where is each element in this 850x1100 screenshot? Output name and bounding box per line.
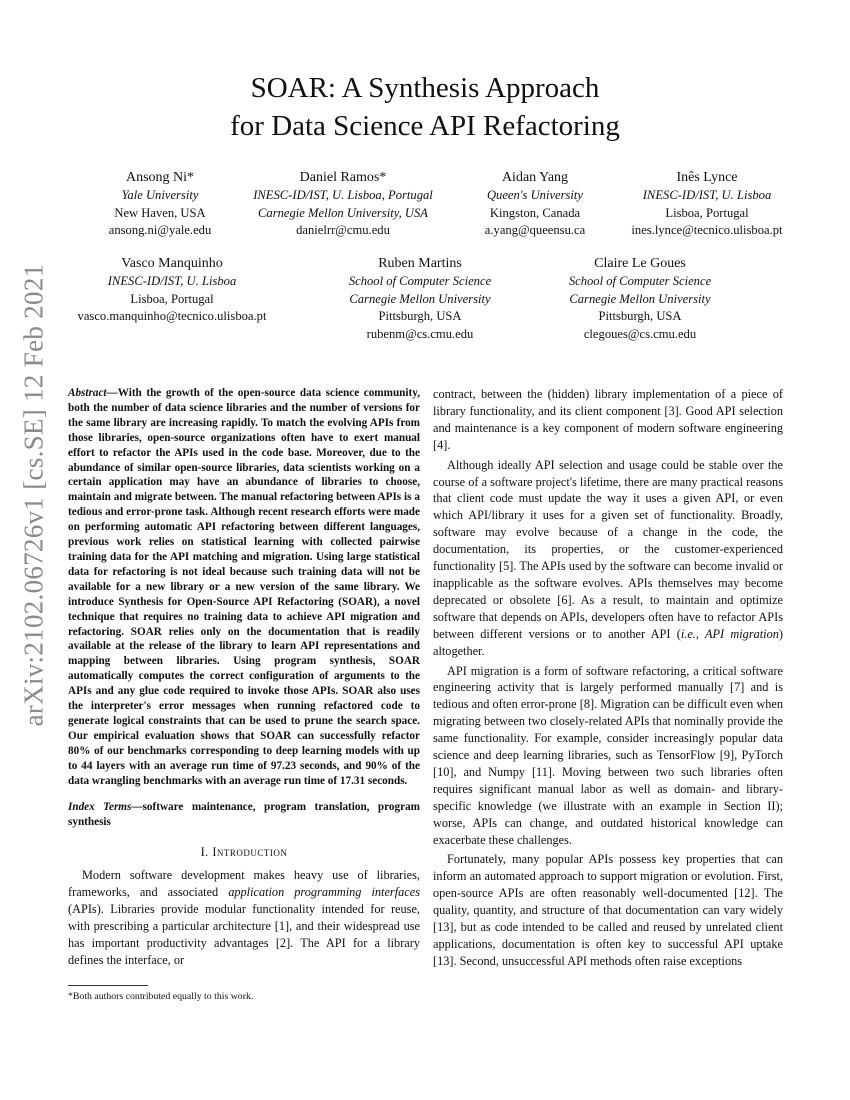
paper-title-line-2: for Data Science API Refactoring bbox=[230, 110, 620, 142]
intro-text: Modern software development makes heavy use of libraries, frameworks, and associated bbox=[68, 868, 420, 900]
body-text: Although ideally API selection and usage could be stable over the course of a software project's lifetime, there are many practical reasons that client code must update the way it uses a given API, or even which API/library it uses for a given set of functionality. Broadly, software may evolve because of a change in the code, the documentation, its properties, or the customer-experienced functionality [5]. The APIs used by the software can become invalid or inapplicable as the software evolves. APIs themselves may become deprecated or obsolete [6]. As a result, to maintain and optimize software that depends on APIs, developers often have to refactor APIs between different versions or to another API ( bbox=[433, 457, 783, 641]
author-location: New Haven, USA bbox=[114, 205, 206, 220]
author-affiliation: School of Computer Science bbox=[568, 274, 712, 288]
author-email: vasco.manquinho@tecnico.ulisboa.pt bbox=[77, 309, 267, 323]
index-terms-body: —software maintenance, program translation, program synthesis bbox=[68, 801, 420, 829]
author-affiliation: INESC-ID/IST, U. Lisboa, Portugal bbox=[253, 188, 433, 202]
author-affiliation: School of Computer Science bbox=[348, 274, 492, 288]
author-block bbox=[62, 254, 282, 326]
author-affiliation-2: Carnegie Mellon University, USA bbox=[258, 205, 428, 220]
arxiv-id: arXiv:2102.06726v1 [cs.SE] 12 Feb 2021 bbox=[18, 263, 49, 727]
left-column bbox=[68, 386, 420, 972]
author-block bbox=[460, 168, 610, 240]
footnote-rule bbox=[68, 985, 148, 986]
author-affiliation: INESC-ID/IST, U. Lisboa bbox=[642, 188, 772, 202]
author-location: Pittsburgh, USA bbox=[598, 309, 682, 323]
abstract-body: With the growth of the open-source data science community, both the number of data science libraries and the number of versions for the same library are increasing rapidly. To match the evolving APIs from those libraries, open-source organizations often have to exert manual effort to refactor the APIs used in the code base. Moreover, due to the abundance of similar open-source libraries, data scientists working on a certain application may have an abundance of libraries to choose, maintain and migrate between. The manual refactoring between APIs is a tedious and error-prone task. Although recent research efforts were made on performing automatic API refactoring between different languages, previous work relies on statistical learning with collected pairwise training data for the API matching and migration. Using large statistical data for refactoring is not ideal because such training data will not be available for a new library or a new version of the same library. We introduce Synthesis for Open-Source API Refactoring (SOAR), a novel technique that requires no training data to achieve API migration and refactoring. SOAR relies only on the documentation that is readily available at the release of the library to learn API representations and mapping between libraries. Using program synthesis, SOAR automatically computes the correct configuration of arguments to the APIs and any glue code required to invoke those APIs. SOAR also uses the interpreter's error messages when running refactored code to generate logical constraints that can be used to prune the search space. Our empirical evaluation shows that SOAR can successfully refactor 80% of our benchmarks corresponding to deep learning models with up to 44 layers with an average run time of 97.23 seconds, and 90% of the data wrangling benchmarks with an average run time of 17.31 seconds. bbox=[68, 387, 420, 787]
author-location: Kingston, Canada bbox=[489, 205, 581, 220]
author-email: rubenm@cs.cmu.edu bbox=[366, 326, 474, 341]
footnote bbox=[68, 985, 423, 1003]
author-name: Daniel Ramos* bbox=[299, 170, 387, 185]
author-affiliation: INESC-ID/IST, U. Lisboa bbox=[107, 274, 237, 288]
abstract-lead: Abstract— bbox=[68, 387, 118, 399]
author-name: Vasco Manquinho bbox=[121, 256, 223, 271]
section-heading: I. Introduction bbox=[200, 845, 288, 860]
author-location: Lisboa, Portugal bbox=[130, 291, 214, 306]
body-paragraph: API migration is a form of software refactoring, a critical software engineering activity that is largely performed manually [7] and is tedious and often error-prone [8]. Migration can be difficult even when migrating between two closely-related APIs that nominally provide the same functionality. For example, consider increasingly popular data science and deep learning libraries, such as TensorFlow [9], PyTorch [10], and Numpy [11]. Moving between two such libraries often requires significant manual labor as well as domain- and library-specific knowledge (we illustrate with an example in Section II); worse, APIs can change, and outdated historical knowledge can exacerbate these challenges. bbox=[433, 663, 783, 847]
author-affiliation: Queen's University bbox=[486, 188, 584, 202]
author-affiliation: Yale University bbox=[121, 188, 199, 202]
author-email: clegoues@cs.cmu.edu bbox=[583, 326, 697, 341]
author-email: danielrr@cmu.edu bbox=[296, 223, 390, 237]
author-email: ansong.ni@yale.edu bbox=[108, 223, 212, 237]
author-email: a.yang@queensu.ca bbox=[484, 223, 586, 237]
author-name: Claire Le Goues bbox=[594, 256, 686, 271]
author-email: ines.lynce@tecnico.ulisboa.pt bbox=[631, 223, 783, 237]
body-emphasis: i.e., API migration bbox=[680, 626, 779, 641]
author-block bbox=[612, 168, 802, 240]
author-name: Ruben Martins bbox=[378, 256, 462, 271]
author-block bbox=[238, 168, 448, 240]
right-column bbox=[433, 386, 783, 973]
body-paragraph bbox=[433, 457, 783, 660]
index-terms-lead: Index Terms bbox=[68, 801, 132, 814]
author-affiliation-2: Carnegie Mellon University bbox=[349, 291, 491, 306]
author-name: Aidan Yang bbox=[501, 170, 569, 185]
footnote-text: *Both authors contributed equally to this work. bbox=[68, 991, 254, 1002]
author-affiliation-2: Carnegie Mellon University bbox=[569, 291, 711, 306]
index-terms bbox=[68, 800, 420, 830]
body-text-2: ) altogether. bbox=[433, 626, 783, 658]
paper-title-line-1: SOAR: A Synthesis Approach bbox=[250, 72, 600, 104]
body-paragraph: contract, between the (hidden) library implementation of a piece of library functionality, and its client component [3]. Good API selection and maintenance is a key component of modern software engineering [4]. bbox=[433, 387, 783, 452]
author-location: Lisboa, Portugal bbox=[665, 205, 749, 220]
body-paragraph: Fortunately, many popular APIs possess key properties that can inform an automated approach to support migration or evolution. First, open-source APIs are often reasonably well-documented [12]. The quality, quantity, and structure of that documentation can vary widely [13], but as code intended to be called and reused by unrelated client applications, documentation is often key to successful API uptake [13]. Second, unsuccessful API methods often raise exceptions bbox=[433, 852, 783, 968]
author-name: Inês Lynce bbox=[676, 170, 738, 185]
abstract bbox=[68, 386, 420, 788]
author-location: Pittsburgh, USA bbox=[378, 309, 462, 323]
author-name: Ansong Ni* bbox=[125, 170, 195, 185]
author-block bbox=[85, 168, 235, 240]
intro-emphasis: application programming interfaces bbox=[228, 885, 420, 900]
author-block bbox=[540, 254, 740, 343]
arxiv-stamp bbox=[14, 263, 54, 727]
intro-text-2: (APIs). Libraries provide modular functionality intended for reuse, with prescribing a particular architecture [1], and their widespread use has important productivity advantages [2]. The API for a library defines the interface, or bbox=[68, 902, 420, 967]
intro-paragraph bbox=[68, 867, 420, 968]
author-block bbox=[320, 254, 520, 343]
